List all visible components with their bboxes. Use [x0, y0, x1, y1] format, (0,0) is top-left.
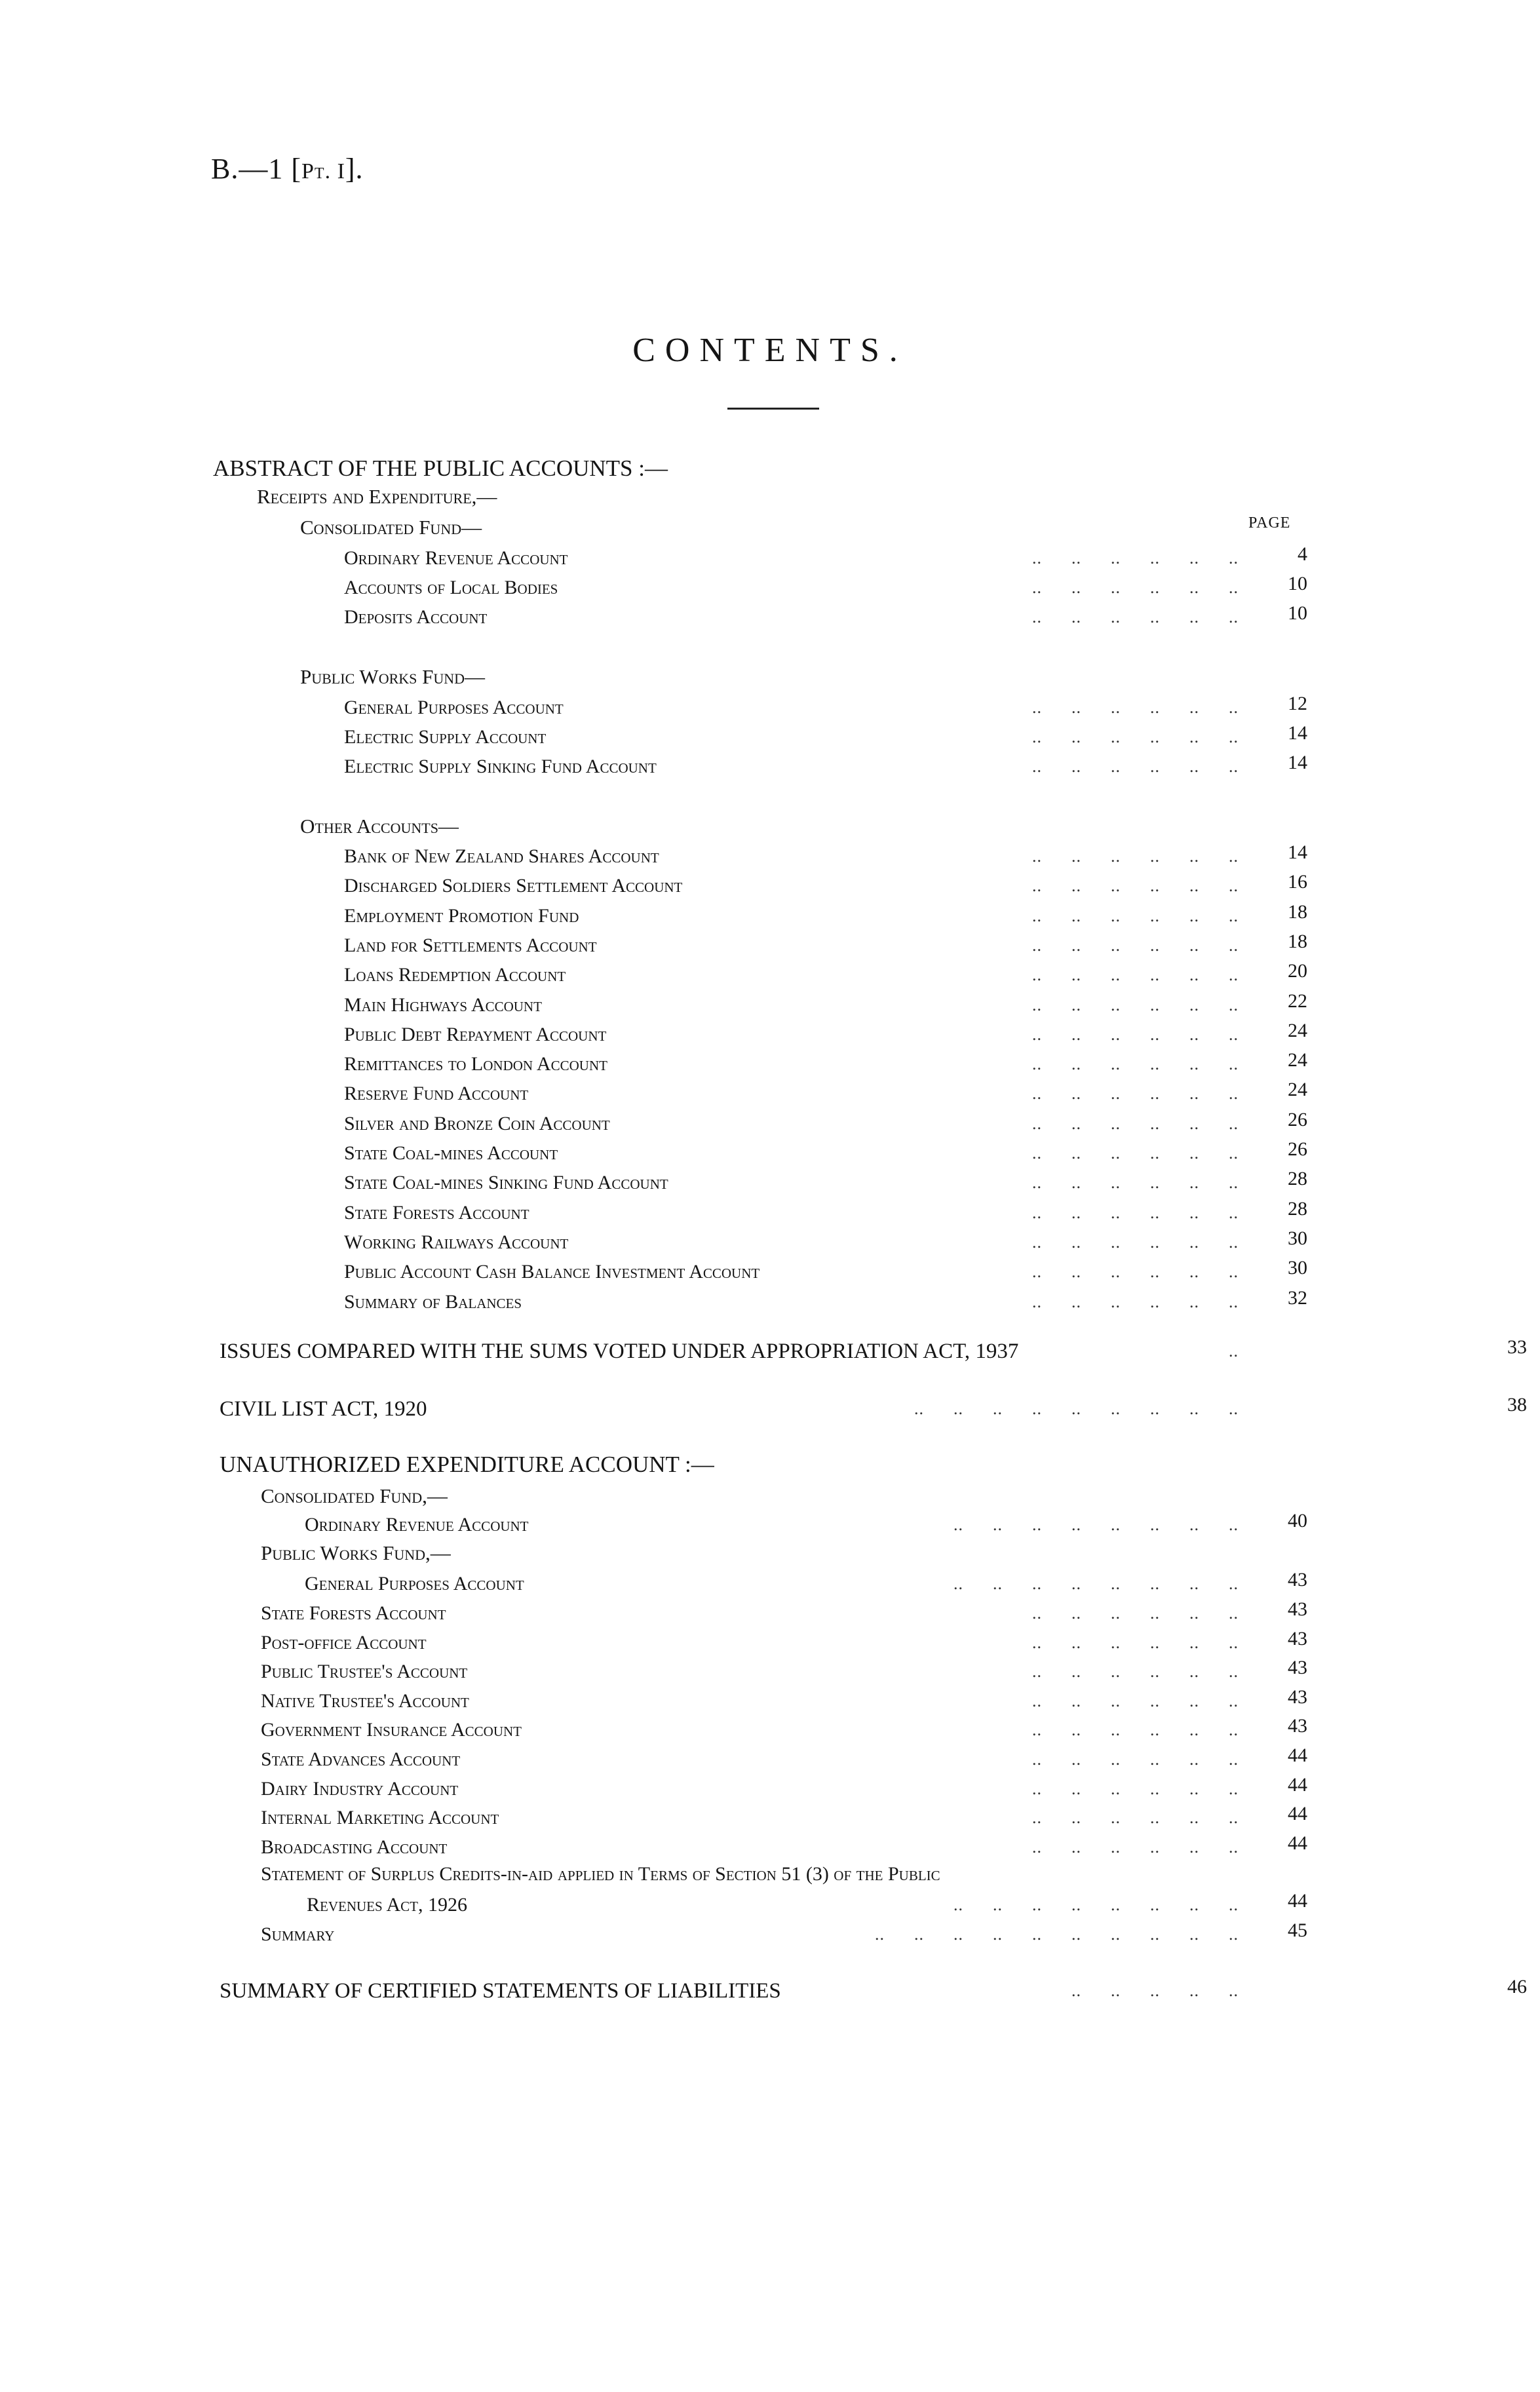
toc-entry — [344, 543, 1307, 571]
entry-page-number: 43 — [1288, 1657, 1307, 1679]
entry-page-number: 44 — [1288, 1890, 1307, 1912]
toc-entry — [344, 1049, 1307, 1077]
toc-entry-summary — [261, 1919, 1307, 1948]
entry-page-number: 43 — [1288, 1715, 1307, 1737]
toc-entry — [344, 960, 1307, 988]
entry-label: Reserve Fund Account — [344, 1083, 529, 1105]
toc-entry — [344, 1019, 1307, 1048]
entry-label: Revenues Act, 1926 — [307, 1894, 468, 1916]
dot-leader: .. .. .. .. .. .. — [1032, 1144, 1239, 1163]
dot-leader: .. .. .. .. .. .. — [1032, 965, 1239, 985]
toc-entry — [344, 1108, 1307, 1137]
dot-leader: .. .. .. .. .. .. — [1032, 1262, 1239, 1282]
entry-label: Main Highways Account — [344, 993, 542, 1016]
entry-page-number: 4 — [1298, 543, 1307, 565]
toc-entry — [261, 1598, 1307, 1627]
dot-leader: .. .. .. .. .. .. — [1032, 1604, 1239, 1623]
dot-leader: .. .. .. .. .. .. — [1032, 757, 1239, 776]
entry-label: Government Insurance Account — [261, 1719, 522, 1741]
dot-leader: .. .. .. .. .. .. — [1032, 1837, 1239, 1857]
entry-page-number: 14 — [1288, 722, 1307, 744]
entry-label: General Purposes Account — [344, 697, 564, 718]
entry-page-number: 44 — [1288, 1832, 1307, 1854]
dot-leader: .. .. .. .. .. .. — [1032, 1203, 1239, 1222]
toc-entry-ordinary-revenue — [305, 1510, 1307, 1538]
toc-entry — [261, 1715, 1307, 1743]
entry-page-number: 38 — [1507, 1394, 1527, 1416]
entry-page-number: 20 — [1288, 960, 1307, 982]
page-title: CONTENTS. — [632, 332, 908, 369]
entry-page-number: 14 — [1288, 752, 1307, 773]
entry-page-number: 30 — [1288, 1227, 1307, 1249]
entry-page-number: 10 — [1288, 573, 1307, 594]
dot-leader: .. .. .. .. .. .. .. .. — [953, 1574, 1239, 1593]
entry-page-number: 26 — [1288, 1138, 1307, 1160]
dot-leader: .. .. .. .. .. .. — [1032, 1779, 1239, 1798]
entry-page-number: 14 — [1288, 841, 1307, 863]
entry-label: Working Railways Account — [344, 1231, 569, 1253]
entry-page-number: 40 — [1288, 1510, 1307, 1532]
other-accounts-heading: Other Accounts— — [300, 815, 459, 838]
entry-label: Loans Redemption Account — [344, 964, 566, 986]
dot-leader: .. .. .. .. .. .. — [1032, 1292, 1239, 1311]
page-ref-prefix: B.—1 [ — [211, 153, 301, 185]
toc-entry — [344, 900, 1307, 929]
entry-label: Silver and Bronze Coin Account — [344, 1112, 610, 1134]
entry-label: Native Trustee's Account — [261, 1689, 469, 1712]
dot-leader: .. .. .. .. .. .. — [1032, 1024, 1239, 1044]
toc-entry — [344, 1138, 1307, 1167]
entry-label: Public Account Cash Balance Investment Account — [344, 1261, 760, 1283]
dot-leader: .. .. .. .. .. .. .. .. — [953, 1895, 1239, 1914]
entry-label: Accounts of Local Bodies — [344, 577, 558, 598]
dot-leader: .. .. .. .. .. .. — [1032, 608, 1239, 627]
entry-page-number: 46 — [1507, 1976, 1527, 1997]
entry-label: Public Trustee's Account — [261, 1661, 468, 1683]
page-column-label: PAGE — [1248, 514, 1291, 531]
entry-label: Remittances to London Account — [344, 1053, 607, 1075]
dot-leader: .. .. .. .. .. .. — [1032, 1232, 1239, 1252]
entry-label: Deposits Account — [344, 606, 488, 628]
toc-entry — [261, 1745, 1307, 1773]
dot-leader: .. .. .. .. .. .. — [1032, 1173, 1239, 1193]
page-ref-suffix: ]. — [345, 153, 364, 185]
dot-leader: .. .. .. .. .. .. — [1032, 1720, 1239, 1740]
toc-entry — [344, 1197, 1307, 1226]
entry-page-number: 43 — [1288, 1569, 1307, 1591]
dot-leader: .. .. .. .. .. .. — [1032, 1808, 1239, 1828]
toc-entry — [344, 930, 1307, 959]
toc-entry — [261, 1686, 1307, 1714]
dot-leader: .. .. .. .. .. .. — [1032, 1084, 1239, 1104]
dot-leader: .. .. .. .. .. .. — [1032, 727, 1239, 746]
dot-leader: .. .. .. .. .. .. — [1032, 1113, 1239, 1133]
toc-entry — [344, 602, 1307, 630]
entry-label: Land for Settlements Account — [344, 934, 597, 956]
toc-entry-liabilities — [220, 1976, 1527, 2004]
title-rule — [727, 408, 819, 410]
entry-page-number: 33 — [1507, 1336, 1527, 1358]
dot-leader: .. .. .. .. .. .. — [1032, 876, 1239, 896]
toc-entry — [344, 722, 1307, 750]
entry-label: Ordinary Revenue Account — [305, 1514, 529, 1535]
entry-page-number: 43 — [1288, 1598, 1307, 1620]
dot-leader: .. .. .. .. .. .. — [1032, 549, 1239, 568]
entry-label: Broadcasting Account — [261, 1836, 448, 1858]
abstract-heading: ABSTRACT OF THE PUBLIC ACCOUNTS :— — [213, 455, 668, 481]
entry-label: General Purposes Account — [305, 1573, 524, 1594]
unauthorized-public-works-heading: Public Works Fund,— — [261, 1541, 451, 1564]
entry-page-number: 43 — [1288, 1686, 1307, 1708]
entry-page-number: 10 — [1288, 602, 1307, 624]
entry-label: ISSUES COMPARED WITH THE SUMS VOTED UNDER APPROPRIATION ACT, 1937 — [220, 1340, 1019, 1363]
toc-entry — [261, 1832, 1307, 1861]
dot-leader: .. .. .. .. .. .. — [1032, 1632, 1239, 1652]
dot-leader: .. .. .. .. .. .. — [1032, 1662, 1239, 1682]
toc-entry — [344, 573, 1307, 601]
public-works-fund-heading: Public Works Fund— — [300, 665, 486, 688]
entry-label: State Forests Account — [261, 1602, 446, 1624]
dot-leader: .. .. .. .. .. .. — [1032, 906, 1239, 925]
dot-leader: .. .. .. .. .. — [1071, 1981, 1239, 2000]
dot-leader: .. .. .. .. .. .. — [1032, 578, 1239, 597]
toc-entry — [344, 752, 1307, 780]
entry-label: Discharged Soldiers Settlement Account — [344, 875, 683, 897]
toc-entry — [344, 990, 1307, 1018]
entry-label: State Coal-mines Account — [344, 1142, 558, 1164]
entry-page-number: 12 — [1288, 693, 1307, 714]
dot-leader: .. — [1229, 1341, 1239, 1360]
dot-leader: .. .. .. .. .. .. — [1032, 847, 1239, 866]
dot-leader: .. .. .. .. .. .. — [1032, 698, 1239, 717]
entry-page-number: 24 — [1288, 1049, 1307, 1071]
entry-page-number: 44 — [1288, 1803, 1307, 1825]
dot-leader: .. .. .. .. .. .. — [1032, 935, 1239, 955]
dot-leader: .. .. .. .. .. .. — [1032, 995, 1239, 1014]
toc-entry-civil-list — [220, 1394, 1527, 1422]
entry-page-number: 43 — [1288, 1627, 1307, 1649]
entry-label: Ordinary Revenue Account — [344, 547, 568, 569]
toc-entry-general-purposes — [305, 1569, 1307, 1597]
entry-page-number: 18 — [1288, 900, 1307, 923]
dot-leader: .. .. .. .. .. .. .. .. .. — [914, 1399, 1239, 1418]
dot-leader: .. .. .. .. .. .. — [1032, 1691, 1239, 1710]
entry-label: SUMMARY OF CERTIFIED STATEMENTS OF LIABILITIES — [220, 1979, 781, 2003]
toc-entry — [261, 1657, 1307, 1685]
entry-label: Public Debt Repayment Account — [344, 1023, 607, 1045]
entry-page-number: 32 — [1288, 1286, 1307, 1309]
entry-label: Electric Supply Account — [344, 726, 547, 748]
entry-label: CIVIL LIST ACT, 1920 — [220, 1397, 427, 1421]
receipts-heading: Receipts and Expenditure,— — [257, 485, 497, 508]
consolidated-fund-heading: Consolidated Fund— — [300, 516, 482, 539]
dot-leader: .. .. .. .. .. .. — [1032, 1750, 1239, 1769]
entry-label: Electric Supply Sinking Fund Account — [344, 756, 657, 777]
toc-entry — [344, 1257, 1307, 1285]
entry-page-number: 44 — [1288, 1773, 1307, 1796]
entry-label: State Forests Account — [344, 1201, 529, 1224]
toc-entry-revenues-act — [307, 1890, 1307, 1918]
entry-page-number: 45 — [1288, 1919, 1307, 1941]
entry-page-number: 44 — [1288, 1745, 1307, 1766]
toc-entry — [344, 841, 1307, 870]
toc-entry-issues — [220, 1336, 1527, 1364]
entry-page-number: 22 — [1288, 990, 1307, 1012]
entry-label: Summary — [261, 1923, 335, 1945]
entry-label: Dairy Industry Account — [261, 1777, 459, 1800]
entry-page-number: 24 — [1288, 1019, 1307, 1041]
toc-entry — [344, 1079, 1307, 1107]
unauthorized-consolidated-heading: Consolidated Fund,— — [261, 1484, 448, 1507]
surplus-statement-line: Statement of Surplus Credits-in-aid applied in Terms of Section 51 (3) of the Public — [261, 1863, 940, 1885]
toc-entry — [344, 871, 1307, 899]
entry-label: Bank of New Zealand Shares Account — [344, 845, 659, 867]
dot-leader: .. .. .. .. .. .. .. .. .. .. — [875, 1925, 1239, 1944]
toc-entry — [261, 1627, 1307, 1656]
unauthorized-heading: UNAUTHORIZED EXPENDITURE ACCOUNT :— — [220, 1452, 714, 1477]
toc-entry — [344, 1227, 1307, 1256]
toc-entry — [344, 1168, 1307, 1196]
dot-leader: .. .. .. .. .. .. .. .. — [953, 1515, 1239, 1534]
entry-page-number: 30 — [1288, 1257, 1307, 1279]
entry-label: Internal Marketing Account — [261, 1807, 499, 1829]
entry-page-number: 24 — [1288, 1079, 1307, 1101]
entry-label: Employment Promotion Fund — [344, 904, 579, 927]
dot-leader: .. .. .. .. .. .. — [1032, 1054, 1239, 1074]
entry-page-number: 16 — [1288, 871, 1307, 893]
entry-label: State Coal-mines Sinking Fund Account — [344, 1172, 668, 1194]
toc-entry — [344, 693, 1307, 721]
toc-entry — [261, 1803, 1307, 1831]
entry-page-number: 18 — [1288, 930, 1307, 952]
toc-entry — [344, 1286, 1307, 1315]
entry-page-number: 28 — [1288, 1168, 1307, 1190]
toc-entry — [261, 1773, 1307, 1802]
page-reference — [211, 152, 364, 185]
entry-label: State Advances Account — [261, 1748, 461, 1770]
entry-page-number: 26 — [1288, 1108, 1307, 1130]
page-ref-part: Pt. I — [301, 159, 345, 183]
entry-label: Summary of Balances — [344, 1290, 522, 1313]
entry-label: Post-office Account — [261, 1631, 427, 1653]
entry-page-number: 28 — [1288, 1197, 1307, 1220]
